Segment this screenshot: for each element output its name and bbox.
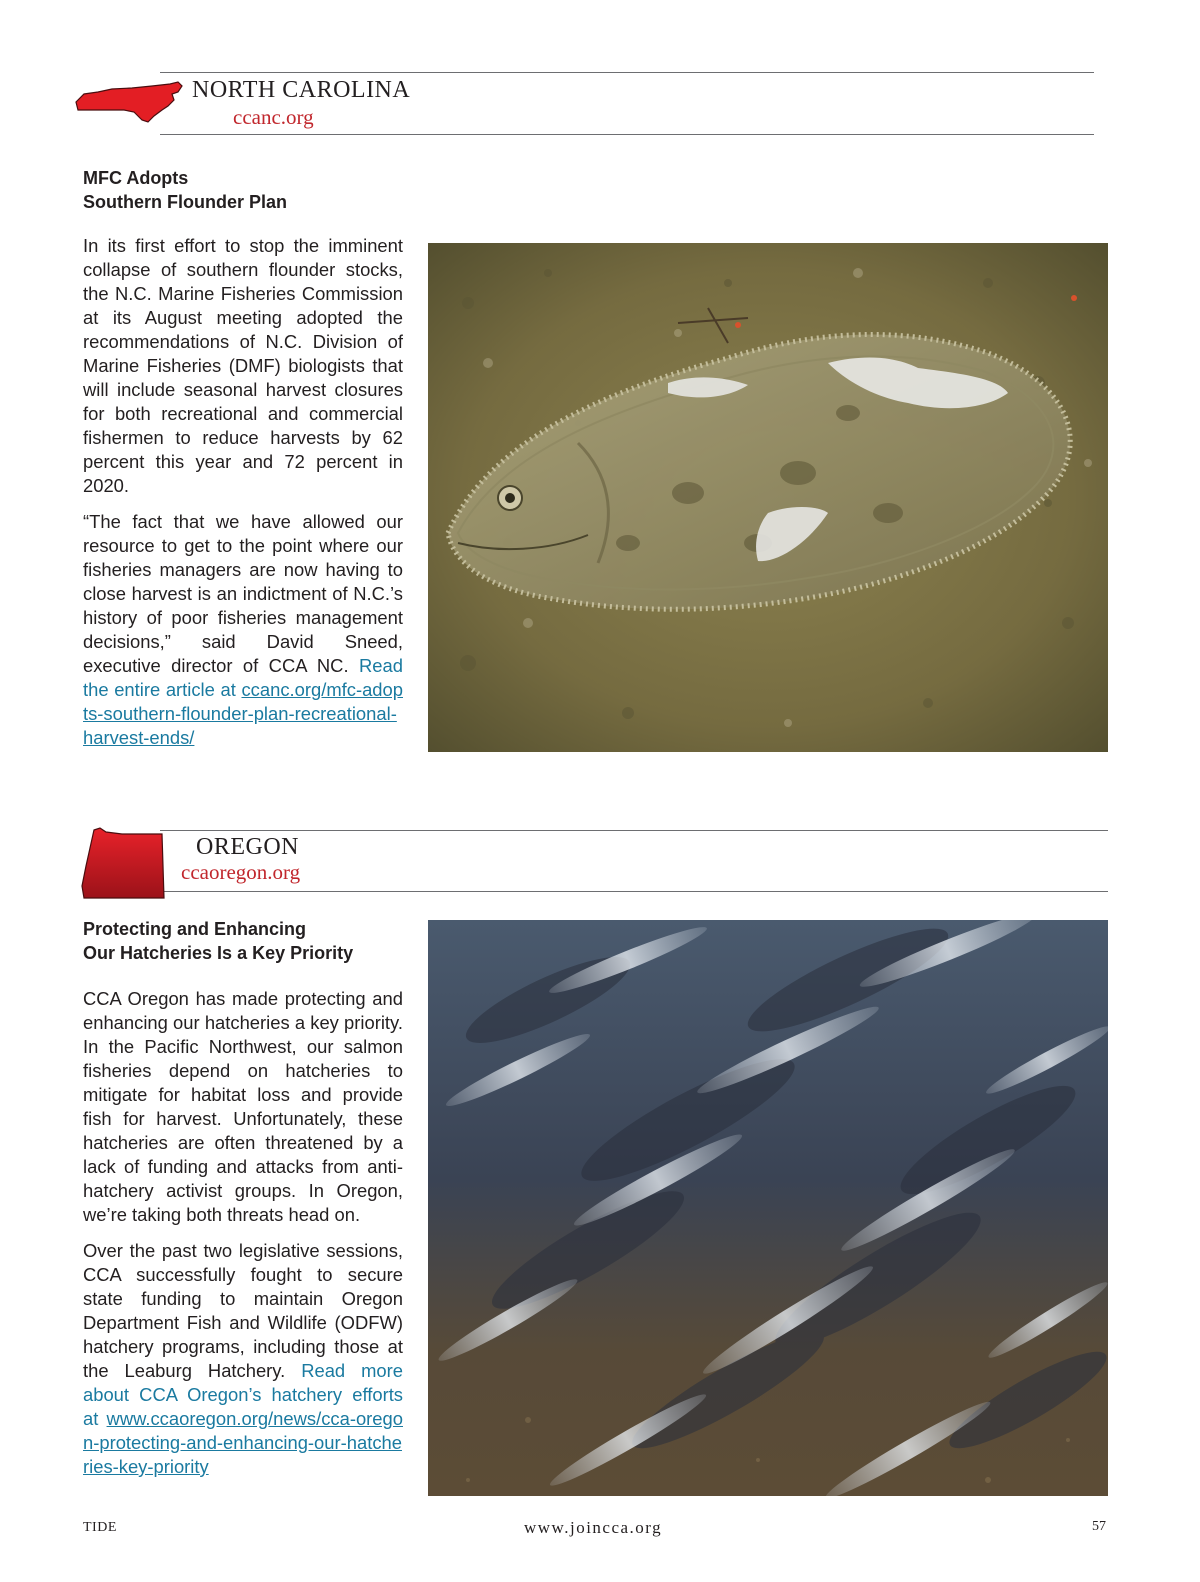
or-paragraph-2-text: Over the past two legislative sessions, CCA successfully fought to secure state funding to maintain Oregon Department Fish and Wildlife (ODFW) hatchery programs, including those at the Leaburg Hatchery.	[83, 1240, 403, 1381]
nc-headline-line-2: Southern Flounder Plan	[83, 192, 288, 212]
nc-paragraph-2-text: “The fact that we have allowed our resource to get to the point where our fisheries managers are now having to close harvest is an indictment of N.C.’s history of poor fisheries management decisions,” said David Sneed, executive director of CCA NC.	[83, 511, 403, 676]
or-headline-line-1: Protecting and Enhancing	[83, 919, 307, 939]
nc-bottom-rule	[160, 134, 1094, 135]
or-bottom-rule	[160, 891, 1108, 892]
or-paragraph-1: CCA Oregon has made protecting and enhancing our hatcheries a key priority. In the Pacific Northwest, our salmon fisheries depend on hatcheries to mitigate for habitat loss and provide fish for harvest. Unfortunately, these hatcheries are often threatened by a lack of funding and attacks from anti-hatchery activist groups. In Oregon, we’re taking both threats head on.	[83, 988, 403, 1225]
north-carolina-map-icon	[74, 80, 184, 128]
or-article-url-link[interactable]: www.ccaoregon.org/news/cca-oregon-protecting-and-enhancing-our-hatcheries-key-priority	[83, 1408, 403, 1477]
or-read-more-link[interactable]: Read more about CCA Oregon’s hatchery efforts at	[83, 1360, 403, 1429]
salmon-school-photo	[428, 920, 1108, 1496]
nc-article-url-link[interactable]: ccanc.org/mfc-adopts-southern-flounder-plan-recreational-harvest-ends/	[83, 679, 403, 748]
or-top-rule	[160, 830, 1108, 831]
footer-page-number: 57	[1092, 1519, 1106, 1534]
or-article-body	[83, 987, 403, 1491]
oregon-map-icon	[80, 826, 166, 900]
or-website-link[interactable]: ccaoregon.org	[181, 860, 301, 884]
nc-headline-line-1: MFC Adopts	[83, 168, 189, 188]
nc-paragraph-2	[83, 510, 403, 750]
nc-paragraph-1: In its first effort to stop the imminent collapse of southern flounder stocks, the N.C. Marine Fisheries Commission at its August meeting adopted the recommendations of N.C. Division of Marine Fisheries (DMF) biologists that will include seasonal harvest closures for both recreational and commercial fishermen to reduce harvests by 62 percent this year and 72 percent in 2020.	[83, 235, 403, 496]
nc-read-article-link[interactable]: Read the entire article at	[83, 655, 403, 700]
nc-website-link[interactable]: ccanc.org	[233, 105, 314, 129]
or-headline	[83, 917, 353, 965]
or-headline-line-2: Our Hatcheries Is a Key Priority	[83, 943, 354, 963]
nc-top-rule	[160, 72, 1094, 73]
or-paragraph-2	[83, 1239, 403, 1479]
or-state-title: OREGON	[196, 834, 299, 860]
nc-article-body	[83, 234, 403, 762]
nc-state-title: NORTH CAROLINA	[192, 77, 411, 103]
nc-headline	[83, 166, 287, 214]
footer-publication: TIDE	[83, 1520, 117, 1535]
flounder-photo	[428, 243, 1108, 752]
footer-website-link[interactable]: www.joincca.org	[524, 1518, 663, 1537]
